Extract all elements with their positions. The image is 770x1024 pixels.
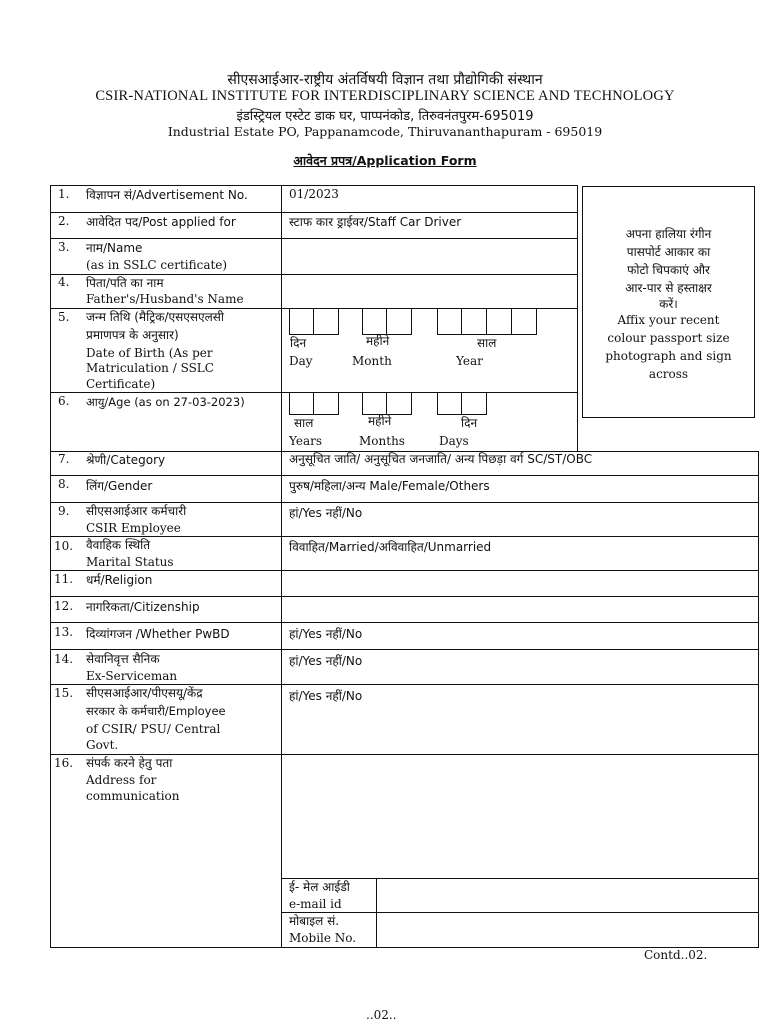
table-border-right-upper (577, 185, 578, 451)
csir-employee-label: CSIR Employee (86, 521, 181, 535)
row-number: 9. (58, 504, 70, 518)
row-divider (50, 570, 759, 571)
csir-employee-label-hindi: सीएसआईआर कर्मचारी (86, 504, 187, 518)
photo-instruction-hindi-2: पासपोर्ट आकार का (626, 245, 711, 259)
table-border-top (50, 185, 577, 186)
govt-employee-label-2: सरकार के कर्मचारी/Employee (86, 704, 226, 718)
gender-options[interactable]: पुरुष/महिला/अन्य Male/Female/Others (289, 479, 490, 493)
dob-label-hindi-2: प्रमाणपत्र के अनुसार) (86, 328, 179, 342)
ex-serviceman-options[interactable]: हां/Yes नहीं/No (289, 654, 363, 668)
row-divider (50, 684, 759, 685)
marital-status-label: Marital Status (86, 555, 174, 569)
advertisement-value[interactable]: 01/2023 (289, 187, 339, 201)
mobile-divider (281, 912, 759, 913)
row-divider (50, 502, 759, 503)
dob-year-digit-1[interactable] (437, 308, 462, 335)
dob-label-hindi-1: जन्म तिथि (मैट्रिक/एसएसएलसी (86, 310, 225, 324)
form-title: आवेदन प्रपत्र/Application Form (293, 153, 477, 168)
age-years-digit-2[interactable] (313, 392, 339, 415)
age-months-digit-1[interactable] (362, 392, 387, 415)
row-number: 7. (58, 452, 70, 466)
dob-year-digit-4[interactable] (511, 308, 537, 335)
dob-label-3: Certificate) (86, 377, 156, 391)
row-number: 10. (54, 539, 74, 553)
pwbd-label: दिव्यांगजन /Whether PwBD (86, 627, 230, 641)
age-months-digit-2[interactable] (386, 392, 412, 415)
mobile-label: Mobile No. (289, 931, 357, 945)
email-field[interactable] (378, 880, 757, 911)
photo-instruction-hindi-4: आर-पार से हस्ताक्षर (625, 281, 712, 295)
marital-status-options[interactable]: विवाहित/Married/अविवाहित/Unmarried (289, 540, 492, 554)
row-number: 5. (58, 310, 70, 324)
name-label: नाम/Name (86, 241, 143, 255)
row-divider (50, 622, 759, 623)
row-number: 6. (58, 394, 70, 408)
contact-label-divider (376, 878, 377, 947)
dob-month-label: Month (352, 354, 392, 368)
csir-employee-options[interactable]: हां/Yes नहीं/No (289, 506, 363, 520)
photo-instruction-english-4: across (648, 367, 689, 381)
row-divider (50, 475, 759, 476)
age-days-label: Days (439, 434, 469, 448)
name-field[interactable] (283, 240, 576, 273)
category-options[interactable]: अनुसूचित जाति/ अनुसूचित जनजाति/ अन्य पिछड़ा वर्ग SC/ST/OBC (289, 452, 593, 466)
religion-field[interactable] (283, 572, 757, 595)
institute-address-hindi: इंडस्ट्रियल एस्टेट डाक घर, पाप्पनंकोड, तिरुवनंतपुरम-695019 (236, 109, 534, 124)
photo-instruction-english-1: Affix your recent (617, 313, 720, 327)
dob-year-digit-2[interactable] (461, 308, 487, 335)
row-divider (50, 754, 759, 755)
row-number: 15. (54, 686, 74, 700)
age-months-label-hindi: महीने (368, 414, 392, 428)
address-label-1: Address for (86, 773, 157, 787)
dob-month-digit-2[interactable] (386, 308, 412, 335)
post-value[interactable]: स्टाफ कार ड्राईवर/Staff Car Driver (289, 215, 462, 229)
table-column-divider (281, 185, 282, 948)
marital-status-label-hindi: वैवाहिक स्थिति (86, 538, 151, 552)
photo-instruction-hindi-5: करें। (659, 297, 678, 311)
page-number: ..02.. (366, 1008, 397, 1022)
citizenship-field[interactable] (283, 598, 757, 621)
ex-serviceman-label-hindi: सेवानिवृत्त सैनिक (86, 652, 160, 666)
institute-address-english: Industrial Estate PO, Pappanamcode, Thiruvananthapuram - 695019 (167, 124, 603, 139)
institute-name-english: CSIR-NATIONAL INSTITUTE FOR INTERDISCIPLINARY SCIENCE AND TECHNOLOGY (95, 88, 675, 104)
age-days-digit-1[interactable] (437, 392, 462, 415)
row-number: 3. (58, 240, 70, 254)
address-field[interactable] (283, 756, 757, 877)
row-divider (50, 274, 577, 275)
age-days-label-hindi: दिन (461, 416, 478, 430)
dob-day-digit-1[interactable] (289, 308, 314, 335)
photo-box[interactable] (582, 186, 755, 418)
age-years-label: Years (289, 434, 323, 448)
age-months-label: Months (359, 434, 405, 448)
row-number: 16. (54, 756, 74, 770)
table-border-left-upper (50, 185, 51, 451)
address-label-2: communication (86, 789, 180, 803)
name-sublabel: (as in SSLC certificate) (86, 258, 228, 272)
table-border-right-lower (758, 451, 759, 948)
dob-day-label-hindi: दिन (290, 336, 307, 350)
dob-year-label: Year (456, 354, 483, 368)
age-days-digit-2[interactable] (461, 392, 487, 415)
row-divider (50, 536, 759, 537)
photo-instruction-hindi-3: फोटो चिपकाएं और (627, 263, 710, 277)
photo-instruction-hindi-1: अपना हालिया रंगीन (625, 227, 712, 241)
dob-year-label-hindi: साल (477, 336, 497, 350)
mobile-field[interactable] (378, 914, 757, 946)
citizenship-label: नागरिकता/Citizenship (86, 600, 200, 614)
age-years-label-hindi: साल (294, 416, 314, 430)
advertisement-label: विज्ञापन सं/Advertisement No. (86, 188, 248, 202)
post-label: आवेदित पद/Post applied for (86, 215, 236, 229)
dob-month-digit-1[interactable] (362, 308, 387, 335)
row-number: 1. (58, 187, 70, 201)
gender-label: लिंग/Gender (86, 479, 153, 493)
age-label: आयु/Age (as on 27-03-2023) (86, 395, 245, 409)
row-number: 8. (58, 477, 70, 491)
dob-year-digit-3[interactable] (486, 308, 512, 335)
institute-name-hindi: सीएसआईआर-राष्ट्रीय अंतर्विषयी विज्ञान तथा प्रौद्योगिकी संस्थान (227, 72, 543, 88)
row-number: 14. (54, 652, 74, 666)
govt-employee-label-4: Govt. (86, 738, 119, 752)
dob-day-digit-2[interactable] (313, 308, 339, 335)
ex-serviceman-label: Ex-Serviceman (86, 669, 178, 683)
father-name-label: Father's/Husband's Name (86, 292, 244, 306)
row-number: 4. (58, 275, 70, 289)
govt-employee-options[interactable]: हां/Yes नहीं/No (289, 689, 363, 703)
religion-label: धर्म/Religion (86, 573, 153, 587)
row-number: 12. (54, 599, 74, 613)
dob-month-label-hindi: महीने (366, 334, 390, 348)
age-years-digit-1[interactable] (289, 392, 314, 415)
pwbd-options[interactable]: हां/Yes नहीं/No (289, 627, 363, 641)
continued-note: Contd..02. (644, 948, 708, 962)
email-label: e-mail id (289, 897, 342, 911)
dob-day-label: Day (289, 354, 313, 368)
email-divider (281, 878, 759, 879)
mobile-label-hindi: मोबाइल सं. (289, 914, 340, 928)
row-number: 2. (58, 214, 70, 228)
row-divider (50, 238, 577, 239)
category-label: श्रेणी/Category (86, 453, 166, 467)
row-number: 13. (54, 625, 74, 639)
father-name-field[interactable] (283, 276, 576, 307)
row-divider (50, 596, 759, 597)
photo-instruction-english-3: photograph and sign (605, 349, 732, 363)
photo-instruction-english-2: colour passport size (607, 331, 730, 345)
row-number: 11. (54, 572, 74, 586)
dob-label-1: Date of Birth (As per (86, 346, 213, 360)
row-divider (50, 649, 759, 650)
address-label-hindi: संपर्क करने हेतु पता (86, 756, 173, 770)
govt-employee-label-1: सीएसआईआर/पीएसयू/केंद्र (86, 686, 203, 700)
row-divider (50, 212, 577, 213)
father-name-label-hindi: पिता/पति का नाम (86, 276, 164, 290)
dob-label-2: Matriculation / SSLC (86, 361, 214, 375)
email-label-hindi: ई- मेल आईडी (289, 880, 350, 894)
govt-employee-label-3: of CSIR/ PSU/ Central (86, 722, 221, 736)
table-border-left-lower (50, 451, 51, 948)
